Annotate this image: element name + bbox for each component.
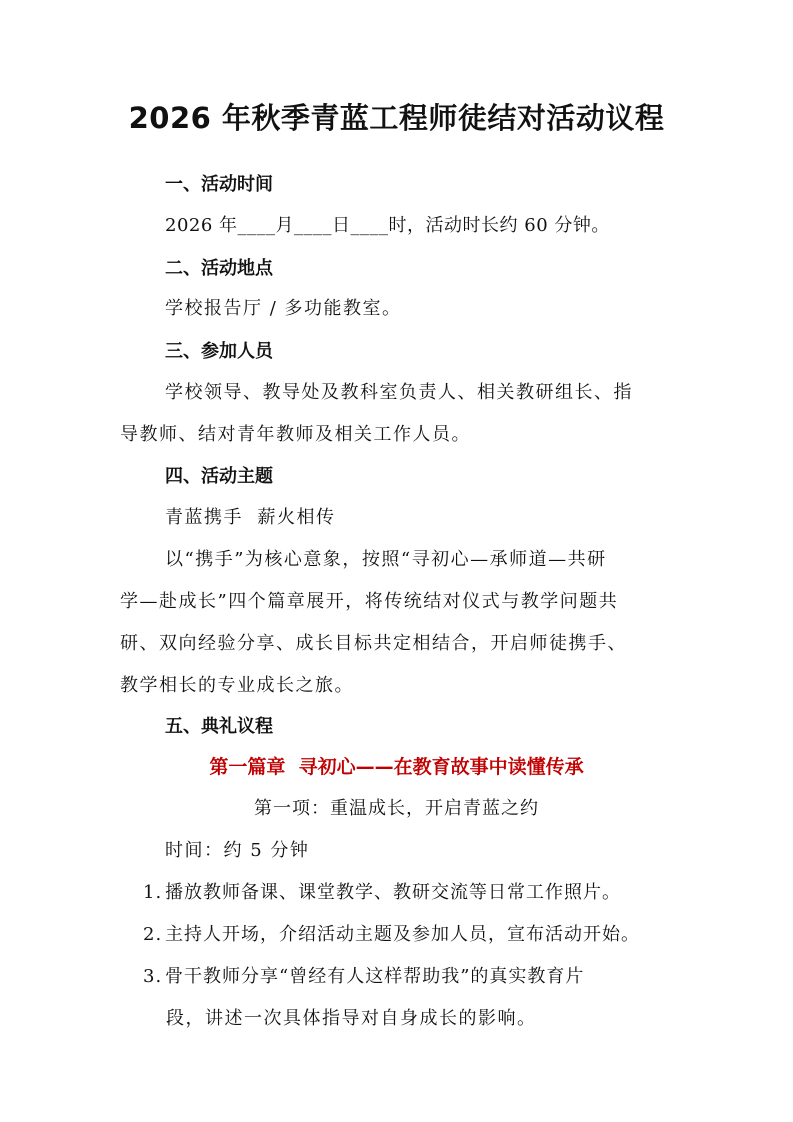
agenda-item-1-time: 时间：约 5 分钟	[165, 840, 310, 861]
list-item-number: 2.	[143, 924, 163, 945]
list-item	[143, 962, 584, 988]
list-item-text: 播放教师备课、课堂教学、教研交流等日常工作照片。	[165, 882, 621, 903]
time-line: 2026 年____月____日____时，活动时长约 60 分钟。	[165, 215, 610, 236]
list-item-3-continuation: 段，讲述一次具体指导对自身成长的影响。	[166, 1008, 537, 1029]
list-item-text: 主持人开场，介绍活动主题及参加人员，宣布活动开始。	[165, 924, 640, 945]
list-item	[143, 920, 640, 946]
section-heading-time: 一、活动时间	[165, 174, 273, 195]
participants-line-2: 导教师、结对青年教师及相关工作人员。	[120, 424, 471, 445]
document-title: 2026 年秋季青蓝工程师徒结对活动议程	[128, 101, 665, 135]
chapter-1-heading: 第一篇章 寻初心——在教育故事中读懂传承	[209, 756, 584, 778]
participants-line-1: 学校领导、教导处及教科室负责人、相关教研组长、指	[165, 382, 633, 403]
list-item-text: 骨干教师分享“曾经有人这样帮助我”的真实教育片	[165, 966, 585, 987]
theme-desc-line-2: 学—赴成长”四个篇章展开，将传统结对仪式与教学问题共	[120, 591, 619, 612]
theme-desc-line-4: 教学相长的专业成长之旅。	[120, 675, 354, 696]
list-item	[143, 878, 621, 904]
section-heading-theme: 四、活动主题	[165, 466, 273, 487]
section-heading-agenda: 五、典礼议程	[165, 716, 273, 737]
theme-text: 青蓝携手 薪火相传	[165, 507, 336, 528]
list-item-number: 1.	[143, 882, 163, 903]
section-heading-participants: 三、参加人员	[165, 341, 273, 362]
agenda-item-1-title: 第一项：重温成长，开启青蓝之约	[254, 798, 539, 819]
section-heading-location: 二、活动地点	[165, 258, 273, 279]
location-line: 学校报告厅 / 多功能教室。	[165, 298, 402, 319]
theme-desc-line-1: 以“携手”为核心意象，按照“寻初心—承师道—共研	[165, 549, 607, 570]
list-item-number: 3.	[143, 966, 163, 987]
theme-desc-line-3: 研、双向经验分享、成长目标共定相结合，开启师徒携手、	[120, 633, 627, 654]
